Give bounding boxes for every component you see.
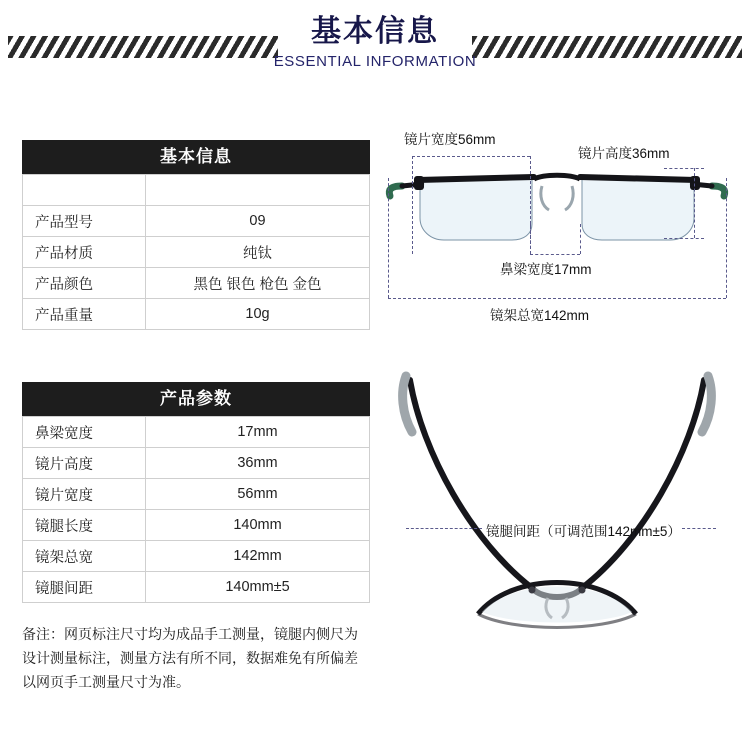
row-value: 09 [146, 206, 370, 237]
top-view-figure [382, 362, 732, 662]
row-value: 36mm [146, 448, 370, 479]
row-label: 产品重量 [23, 299, 146, 330]
lens-height-label: 镜片高度36mm [578, 146, 670, 161]
temple-distance-guide-right [682, 528, 716, 529]
lens-height-bottom-tick [664, 238, 704, 239]
row-value: 140mm±5 [146, 572, 370, 603]
lens-width-label: 镜片宽度56mm [404, 132, 496, 147]
page-title: 基本信息 [297, 14, 453, 50]
note-line-3: 以网页手工测量尺寸为准。 [22, 674, 190, 690]
bridge-width-label: 鼻梁宽度17mm [500, 262, 592, 277]
row-label: 产品型号 [23, 206, 146, 237]
row-value: 56mm [146, 479, 370, 510]
page-header [0, 0, 750, 92]
table-row [23, 268, 370, 299]
row-value: 10g [146, 299, 370, 330]
temple-distance-label: 镜腿间距（可调范围142mm±5） [486, 524, 681, 539]
temple-distance-guide-left [406, 528, 482, 529]
row-value: 纯钛 [146, 237, 370, 268]
product-parameters-table [22, 382, 370, 603]
basic-info-head-key [23, 175, 146, 206]
row-value: 140mm [146, 510, 370, 541]
row-label: 镜片高度 [23, 448, 146, 479]
parameters-grid [22, 416, 370, 603]
row-label: 镜腿间距 [23, 572, 146, 603]
basic-info-head-value [146, 175, 370, 206]
lens-height-guide [694, 168, 695, 238]
lens-height-top-tick [664, 168, 704, 169]
bridge-width-guide [530, 254, 580, 255]
lens-width-guide [412, 156, 530, 157]
table-row [23, 299, 370, 330]
total-width-guide-right-tick [726, 178, 727, 298]
row-label: 产品颜色 [23, 268, 146, 299]
table-row [23, 175, 370, 206]
measurement-note [22, 622, 382, 694]
parameters-table-title: 产品参数 [22, 382, 370, 416]
bridge-right-tick [580, 224, 581, 254]
header-title-group [0, 14, 750, 72]
bridge-left-tick [530, 224, 531, 254]
page-subtitle: ESSENTIAL INFORMATION [273, 53, 477, 70]
row-label: 镜腿长度 [23, 510, 146, 541]
basic-info-grid [22, 174, 370, 330]
total-width-guide-left-tick [388, 178, 389, 298]
table-row [23, 237, 370, 268]
total-width-label: 镜架总宽142mm [490, 308, 590, 323]
table-row [23, 572, 370, 603]
table-row [23, 417, 370, 448]
basic-info-table-title: 基本信息 [22, 140, 370, 174]
table-row [23, 479, 370, 510]
table-row [23, 448, 370, 479]
glasses-top-illustration [382, 362, 732, 662]
lens-width-left-tick [412, 156, 413, 254]
note-line-2: 设计测量标注，测量方法有所不同，数据难免有所偏差 [22, 650, 358, 666]
basic-info-table [22, 140, 370, 330]
row-value: 17mm [146, 417, 370, 448]
row-value: 142mm [146, 541, 370, 572]
table-row [23, 206, 370, 237]
table-row [23, 541, 370, 572]
row-label: 镜架总宽 [23, 541, 146, 572]
note-line-1: 备注：网页标注尺寸均为成品手工测量，镜腿内侧尺为 [22, 626, 358, 642]
row-value: 黑色 银色 枪色 金色 [146, 268, 370, 299]
front-view-figure [382, 120, 732, 340]
row-label: 鼻梁宽度 [23, 417, 146, 448]
row-label: 产品材质 [23, 237, 146, 268]
total-width-guide [388, 298, 726, 299]
row-label: 镜片宽度 [23, 479, 146, 510]
table-row [23, 510, 370, 541]
